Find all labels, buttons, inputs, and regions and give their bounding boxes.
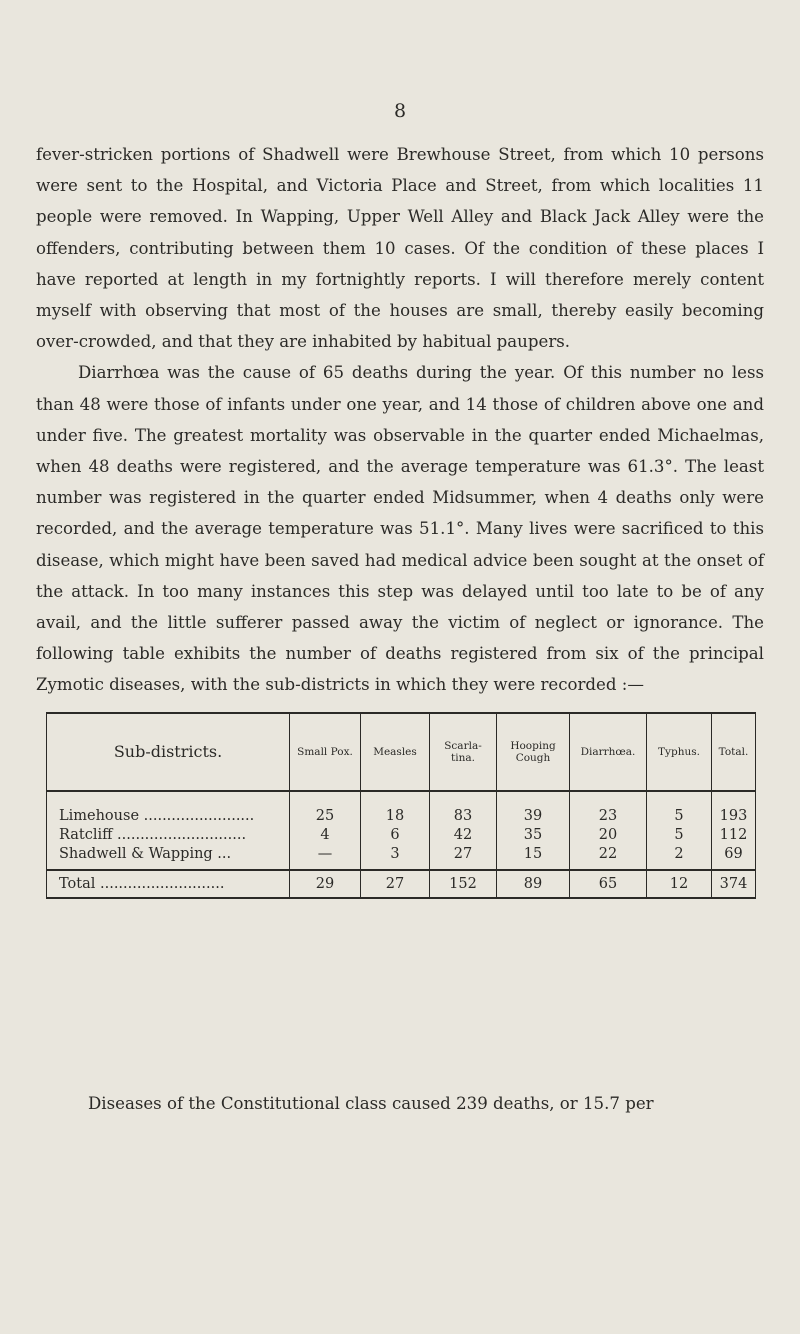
header-typhus: Typhus. bbox=[647, 713, 712, 791]
table-total-row bbox=[47, 870, 756, 898]
cell-total: 69 bbox=[712, 844, 756, 870]
total-small-pox: 29 bbox=[290, 870, 361, 898]
header-hooping-cough: Hooping Cough bbox=[497, 713, 570, 791]
cell-measles: 18 bbox=[361, 791, 430, 825]
paragraph-continuation: fever-stricken portions of Shadwell were Brewhouse Street, from which 10 persons were sent to the Hospital, and Victoria Place and Street, from which localities 11 people were removed. In Wapping, Upper Well Alley and Black Jack Alley were the offenders, contributing between them 10 cases. Of the condition of these places I have reported at length in my fortnightly reports. I will therefore merely content myself with observing that most of the houses are small, thereby easily becoming over-crowded, and that they are inhabited by habitual paupers. bbox=[36, 145, 764, 352]
page-number: 8 bbox=[393, 100, 407, 122]
cell-diarrhoea: 23 bbox=[570, 791, 647, 825]
header-scarlatina: Scarla- tina. bbox=[430, 713, 497, 791]
cell-hooping-cough: 39 bbox=[497, 791, 570, 825]
cell-small-pox: 4 bbox=[290, 825, 361, 844]
closing-text: Diseases of the Constitutional class caused 239 deaths, or 15.7 per bbox=[88, 1094, 654, 1113]
row-name: Ratcliff ............................ bbox=[47, 825, 290, 844]
cell-hooping-cough: 15 bbox=[497, 844, 570, 870]
header-diarrhoea: Diarrhœa. bbox=[570, 713, 647, 791]
zymotic-deaths-table bbox=[46, 712, 756, 899]
header-measles: Measles bbox=[361, 713, 430, 791]
total-total: 374 bbox=[712, 870, 756, 898]
total-scarlatina: 152 bbox=[430, 870, 497, 898]
table-header-row bbox=[47, 713, 756, 791]
cell-small-pox: 25 bbox=[290, 791, 361, 825]
header-total: Total. bbox=[712, 713, 756, 791]
row-name: Shadwell & Wapping ... bbox=[47, 844, 290, 870]
total-measles: 27 bbox=[361, 870, 430, 898]
cell-hooping-cough: 35 bbox=[497, 825, 570, 844]
cell-diarrhoea: 20 bbox=[570, 825, 647, 844]
total-hooping-cough: 89 bbox=[497, 870, 570, 898]
cell-measles: 6 bbox=[361, 825, 430, 844]
row-name: Limehouse ........................ bbox=[47, 791, 290, 825]
table-row bbox=[47, 791, 756, 825]
cell-scarlatina: 27 bbox=[430, 844, 497, 870]
cell-diarrhoea: 22 bbox=[570, 844, 647, 870]
cell-total: 193 bbox=[712, 791, 756, 825]
cell-small-pox: — bbox=[290, 844, 361, 870]
header-small-pox: Small Pox. bbox=[290, 713, 361, 791]
header-sub-districts: Sub-districts. bbox=[47, 713, 290, 791]
total-diarrhoea: 65 bbox=[570, 870, 647, 898]
paragraph-diarrhoea: Diarrhœa was the cause of 65 deaths during the year. Of this number no less than 48 were those of infants under one year, and 14 those of children above one and under five. The greatest mortality was observable in the quarter ended Michaelmas, when 48 deaths were registered, and the average temperature was 61.3°. The least number was registered in the quarter ended Midsummer, when 4 deaths only were recorded, and the average temperature was 51.1°. Many lives were sacrificed to this disease, which might have been saved had medical advice been sought at the onset of the attack. In too many instances this step was delayed until too late to be of any avail, and the little sufferer passed away the victim of neglect or ignorance. The following table exhibits the number of deaths registered from six of the principal Zymotic diseases, with the sub-districts in which they were recorded :— bbox=[36, 363, 764, 695]
table-row bbox=[47, 825, 756, 844]
cell-measles: 3 bbox=[361, 844, 430, 870]
cell-typhus: 2 bbox=[647, 844, 712, 870]
table-row bbox=[47, 844, 756, 870]
total-typhus: 12 bbox=[647, 870, 712, 898]
total-label: Total ........................... bbox=[47, 870, 290, 898]
cell-total: 112 bbox=[712, 825, 756, 844]
body-text bbox=[36, 139, 764, 701]
cell-scarlatina: 42 bbox=[430, 825, 497, 844]
cell-typhus: 5 bbox=[647, 791, 712, 825]
cell-typhus: 5 bbox=[647, 825, 712, 844]
cell-scarlatina: 83 bbox=[430, 791, 497, 825]
